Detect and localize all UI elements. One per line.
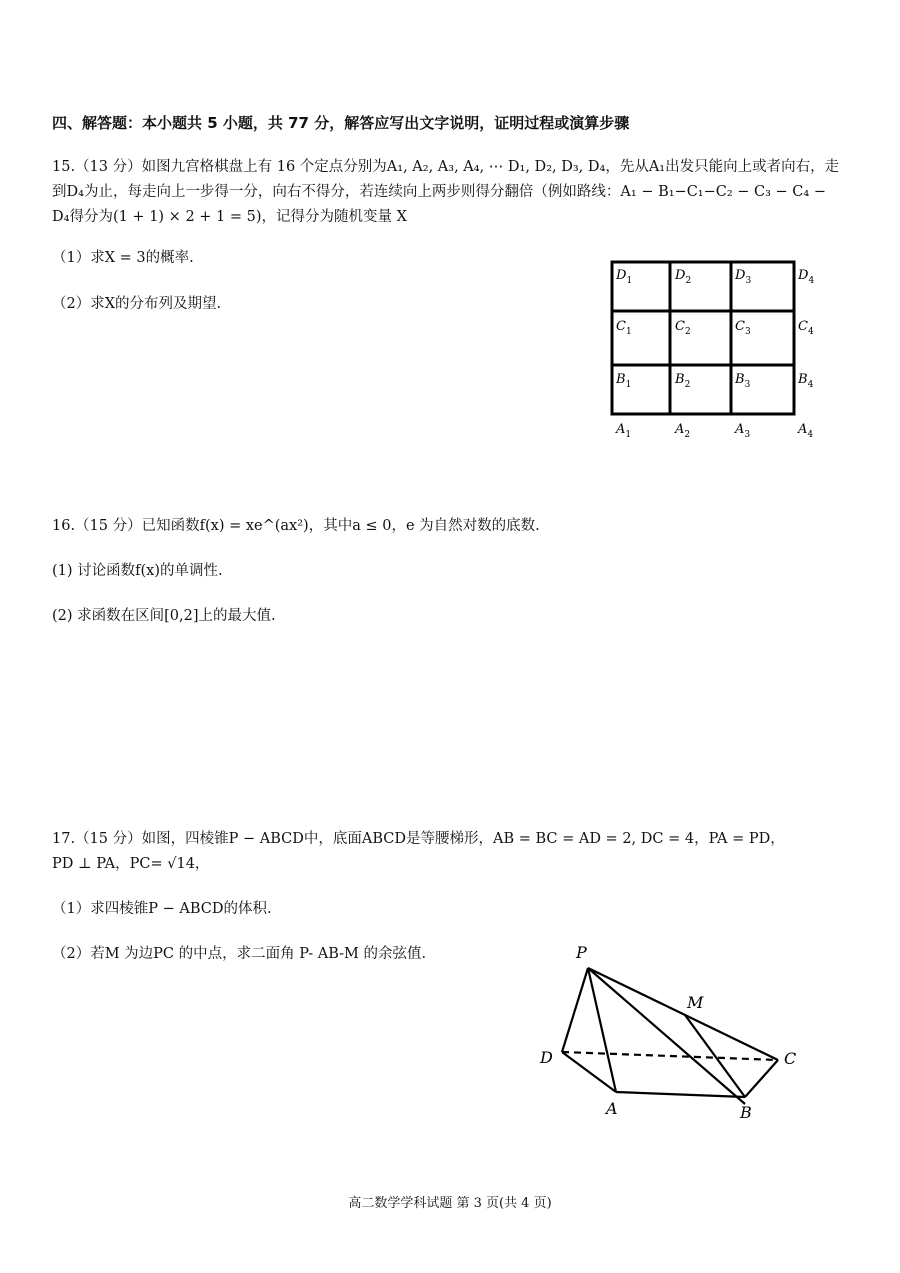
edge-PD xyxy=(562,968,588,1052)
q15-line3: D₄得分为(1 + 1) × 2 + 1 = 5)，记得分为随机变量 X xyxy=(52,209,407,225)
label-M: M xyxy=(687,993,704,1012)
section-title: 四、解答题：本小题共 5 小题，共 77 分，解答应写出文字说明，证明过程或演算步骤 xyxy=(52,114,630,132)
edge-AB xyxy=(616,1092,745,1097)
edge-DC-hidden xyxy=(562,1052,778,1060)
grid-label-a2: $A_2$ xyxy=(675,422,691,440)
label-A: A xyxy=(606,1099,618,1118)
grid-label-b4: $B_4$ xyxy=(798,372,814,390)
grid-label-a4: $A_4$ xyxy=(798,422,814,440)
label-C: C xyxy=(784,1049,797,1068)
grid-label-b2: $B_2$ xyxy=(675,372,691,390)
q17-part1: （1）求四棱锥P − ABCD的体积. xyxy=(52,901,272,917)
grid-label-d1: $D_1$ xyxy=(616,268,633,286)
grid-label-a3: $A_3$ xyxy=(735,422,751,440)
grid-outer-border xyxy=(612,262,794,414)
grid-label-b3: $B_3$ xyxy=(735,372,751,390)
edge-PC xyxy=(588,968,778,1060)
label-P: P xyxy=(576,943,587,962)
q17-line1: 17.（15 分）如图，四棱锥P − ABCD中，底面ABCD是等腰梯形，AB = BC = AD = 2, DC = 4，PA = PD， xyxy=(52,831,785,847)
grid-label-c4: $C_4$ xyxy=(798,319,814,337)
label-D: D xyxy=(540,1048,553,1067)
edge-BC xyxy=(745,1060,778,1097)
page-footer: 高二数学学科试题 第 3 页(共 4 页) xyxy=(348,1196,552,1211)
pyramid-figure xyxy=(530,940,810,1125)
grid-label-d2: $D_2$ xyxy=(675,268,692,286)
grid-label-c1: $C_1$ xyxy=(616,319,632,337)
edge-PB xyxy=(588,968,745,1104)
q15-part1: （1）求X = 3的概率. xyxy=(52,250,194,266)
label-B: B xyxy=(740,1103,752,1122)
q16-line1: 16.（15 分）已知函数f(x) = xe^(ax²)，其中a ≤ 0，e 为自然对数的底数. xyxy=(52,518,540,534)
grid-label-a1: $A_1$ xyxy=(616,422,632,440)
q17-part2: （2）若M 为边PC 的中点，求二面角 P- AB-M 的余弦值. xyxy=(52,946,427,962)
grid-label-d4: $D_4$ xyxy=(798,268,815,286)
grid-label-d3: $D_3$ xyxy=(735,268,752,286)
grid-label-c3: $C_3$ xyxy=(735,319,751,337)
q16-part2: (2) 求函数在区间[0,2]上的最大值. xyxy=(52,608,276,624)
grid-label-c2: $C_2$ xyxy=(675,319,691,337)
grid-label-b1: $B_1$ xyxy=(616,372,632,390)
chessboard-figure xyxy=(600,255,840,450)
q15-line1: 15.（13 分）如图九宫格棋盘上有 16 个定点分别为A₁, A₂, A₃, A₄, ⋯ D₁, D₂, D₃, D₄，先从A₁出发只能向上或者向右，走 xyxy=(52,159,840,175)
q17-line2: PD ⊥ PA，PC= √14， xyxy=(52,856,210,872)
q15-line2: 到D₄为止，每走向上一步得一分，向右不得分，若连续向上两步则得分翻倍（例如路线：A₁ − B₁−C₁−C₂ − C₃ − C₄ − xyxy=(52,184,826,200)
q16-part1: (1) 讨论函数f(x)的单调性. xyxy=(52,563,223,579)
q15-part2: （2）求X的分布列及期望. xyxy=(52,296,222,312)
